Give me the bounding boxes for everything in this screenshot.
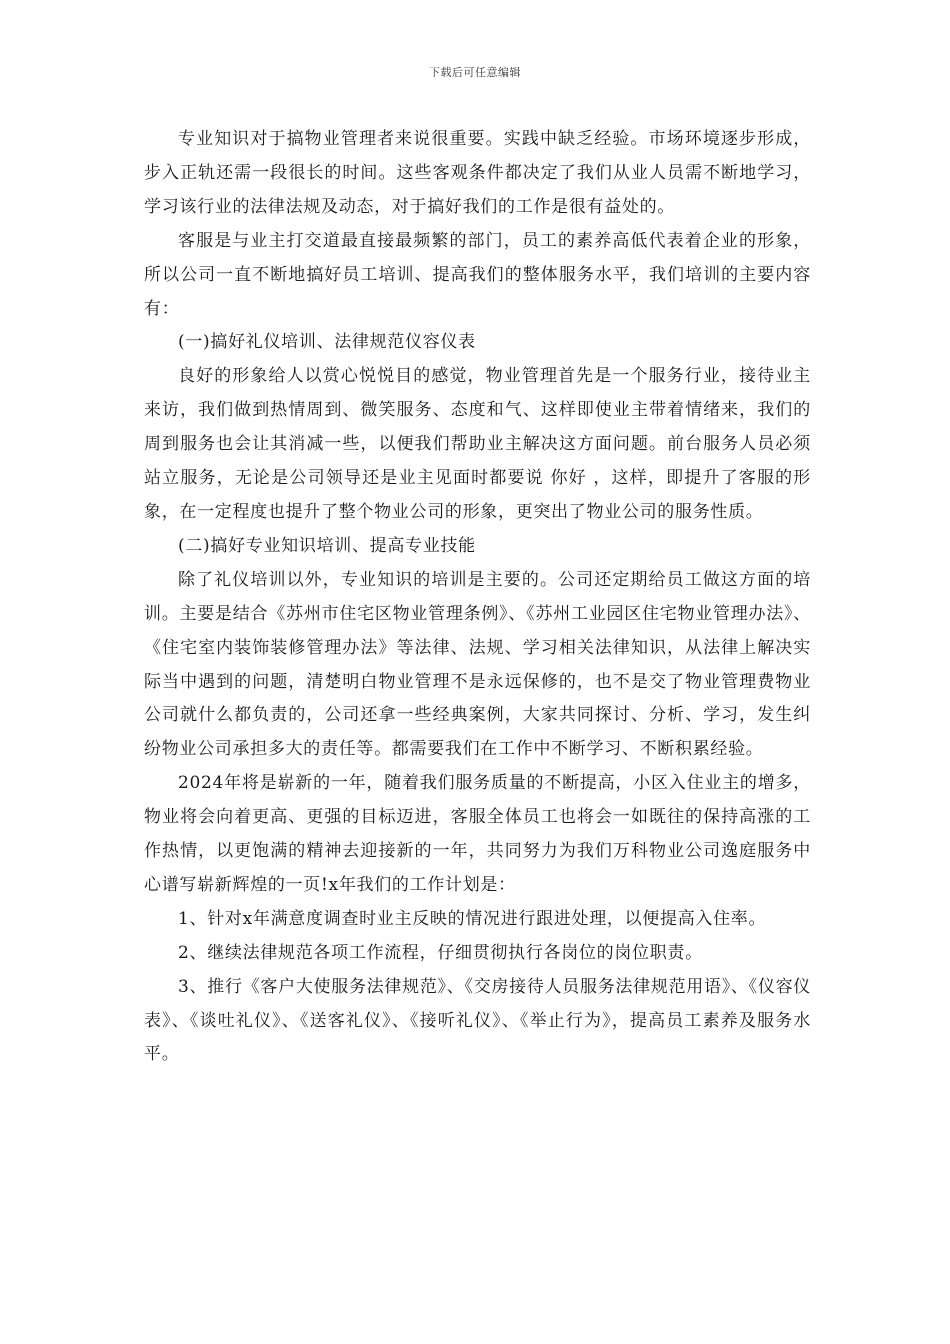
document-body [144,123,811,1072]
page-header: 下载后可任意编辑 [429,66,521,79]
paragraph-etiquette: 良好的形象给人以赏心悦悦目的感觉，物业管理首先是一个服务行业，接待业主来访，我们做到热情周到、微笑服务、态度和气、这样即使业主带着情绪来，我们的周到服务也会让其消减一些，以便我们帮助业主解决这方面问题。前台服务人员必须站立服务，无论是公司领导还是业主见面时都要说 你好 ，这样，即提升了客服的形象，在一定程度也提升了整个物业公司的形象，更突出了物业公司的服务性质。 [144,366,811,522]
paragraph-professional-knowledge: 专业知识对于搞物业管理者来说很重要。实践中缺乏经验。市场环境逐步形成，步入正轨还需一段很长的时间。这些客观条件都决定了我们从业人员需不断地学习，学习该行业的法律法规及动态，对于搞好我们的工作是很有益处的。 [144,129,811,217]
paragraph-skills: 除了礼仪培训以外，专业知识的培训是主要的。公司还定期给员工做这方面的培训。主要是结合《苏州市住宅区物业管理条例》、《苏州工业园区住宅物业管理办法》、《住宅室内装饰装修管理办法》等法律、法规、学习相关法律知识，从法律上解决实际当中遇到的问题，清楚明白物业管理不是永远保修的，也不是交了物业管理费物业公司就什么都负责的，公司还拿一些经典案例，大家共同探讨、分析、学习，发生纠纷物业公司承担多大的责任等。都需要我们在工作中不断学习、不断积累经验。 [144,569,811,760]
paragraph-customer-service-training: 客服是与业主打交道最直接最频繁的部门，员工的素养高低代表着企业的形象，所以公司一直不断地搞好员工培训、提高我们的整体服务水平，我们培训的主要内容有： [144,230,811,319]
plan-item-3: 3、推行《客户大使服务法律规范》、《交房接待人员服务法律规范用语》、《仪容仪表》、《谈吐礼仪》、《送客礼仪》、《接听礼仪》、《举止行为》，提高员工素养及服务水平。 [144,976,811,1065]
section-heading-etiquette: (一)搞好礼仪培训、法律规范仪容仪表 [178,332,476,353]
paragraph-new-year: 2024年将是崭新的一年，随着我们服务质量的不断提高，小区入住业主的增多，物业将会向着更高、更强的目标迈进，客服全体员工也将会一如既往的保持高涨的工作热情，以更饱满的精神去迎接新的一年，共同努力为我们万科物业公司逸庭服务中心谱写崭新辉煌的一页!x年我们的工作计划是： [144,773,811,895]
plan-item-2: 2、继续法律规范各项工作流程，仔细贯彻执行各岗位的岗位职责。 [178,942,703,963]
section-heading-skills: (二)搞好专业知识培训、提高专业技能 [178,535,476,556]
plan-item-1: 1、针对x年满意度调查时业主反映的情况进行跟进处理，以便提高入住率。 [178,908,767,929]
